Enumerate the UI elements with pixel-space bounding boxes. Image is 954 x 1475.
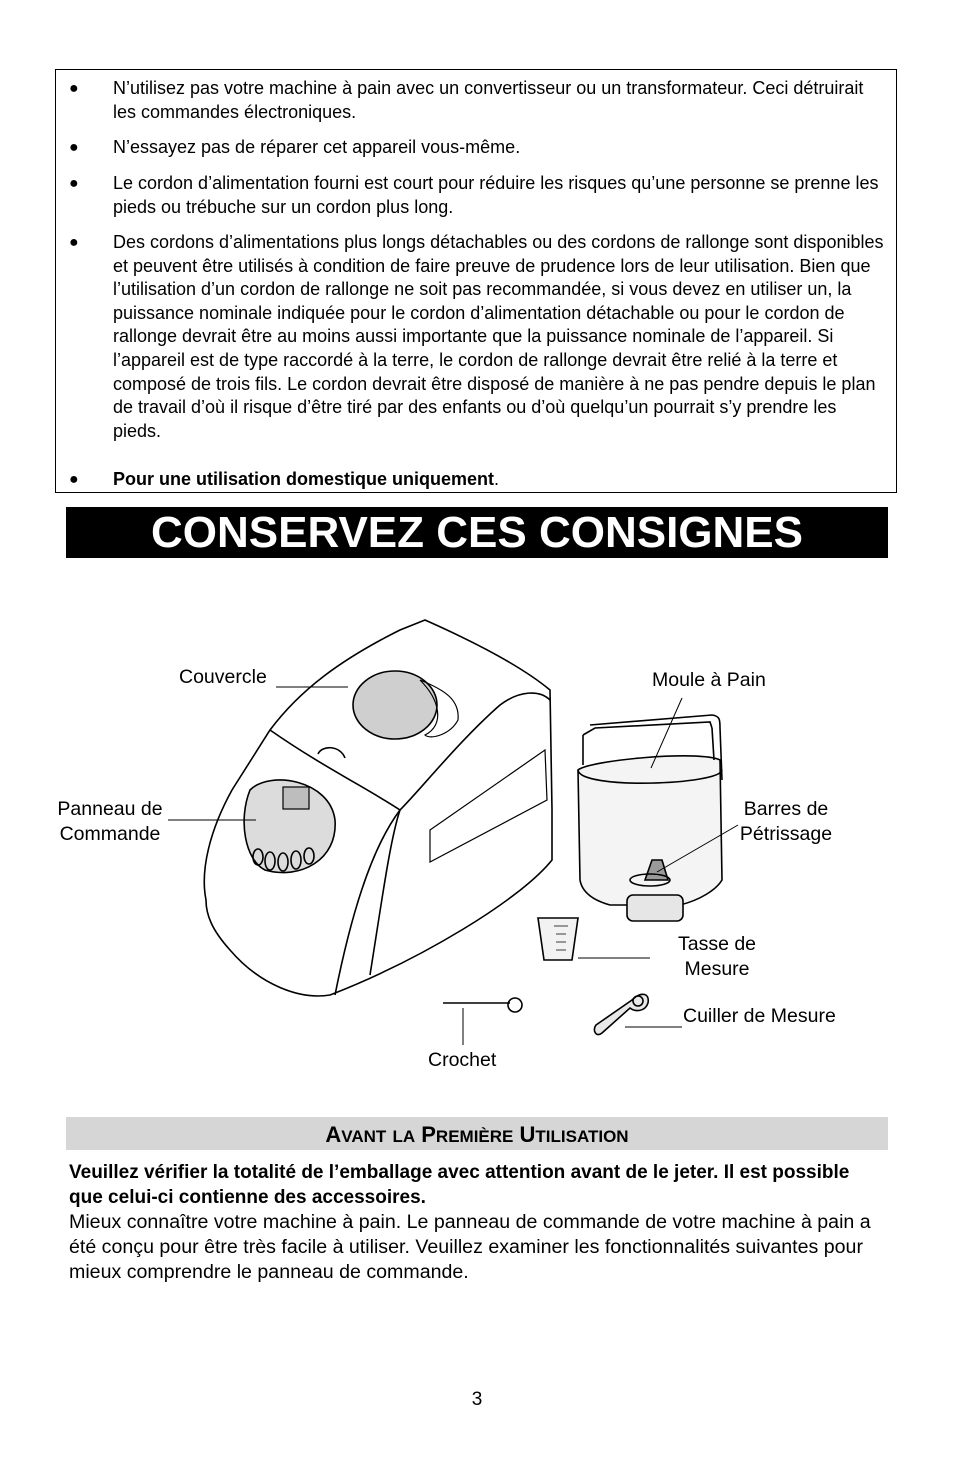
bullet-icon: ● <box>69 471 79 488</box>
title-smallcaps: LA <box>392 1127 416 1146</box>
title-cap: U <box>519 1122 536 1147</box>
title-smallcaps: REMIÈRE <box>435 1127 514 1146</box>
warning-text: N’essayez pas de réparer cet appareil vous-même. <box>113 137 521 157</box>
save-instructions-banner: CONSERVEZ CES CONSIGNES <box>66 507 888 558</box>
title-cap: A <box>325 1122 342 1147</box>
measuring-spoon-illustration <box>594 994 648 1034</box>
bread-pan-illustration <box>578 715 722 921</box>
intro-paragraph: Mieux connaître votre machine à pain. Le panneau de commande de votre machine à pain a été conçu pour être très facile à utiliser. Veuillez examiner les fonctionnalités suivantes pour mieux comprendre le panneau de commande. <box>69 1211 871 1283</box>
hook-illustration <box>443 998 522 1012</box>
label-line: Commande <box>59 823 161 845</box>
title-smallcaps: TILISATION <box>535 1127 629 1146</box>
bullet-icon: ● <box>69 139 79 156</box>
bullet-icon: ● <box>69 80 79 97</box>
bullet-icon: ● <box>69 175 79 192</box>
intro-bold-paragraph: Veuillez vérifier la totalité de l’emballage avec attention avant de le jeter. Il est possible que celui-ci contienne des accessoires. <box>69 1162 850 1208</box>
label-bread-pan: Moule à Pain <box>652 669 766 691</box>
warning-tail: . <box>494 469 500 489</box>
label-measuring-cup <box>662 932 772 982</box>
label-line: Pétrissage <box>739 823 833 845</box>
label-line: Mesure <box>684 958 750 980</box>
label-measuring-spoon: Cuiller de Mesure <box>683 1005 836 1027</box>
warning-text: N’utilisez pas votre machine à pain avec un convertisseur ou un transformateur. Ceci détruirait les commandes électroniques. <box>113 78 864 122</box>
title-cap: P <box>421 1122 436 1147</box>
label-lid: Couvercle <box>179 666 267 688</box>
label-line: Tasse de <box>677 933 757 955</box>
label-hook: Crochet <box>428 1049 497 1071</box>
label-kneading-bars <box>726 797 846 847</box>
title-word <box>421 1122 513 1147</box>
warning-text: Des cordons d’alimentations plus longs détachables ou des cordons de rallonge sont disponibles et peuvent être utilisés à condition de faire preuve de prudence lors de leur utilisation. Bien que l’utilisation d’un cordon de rallonge ne soit pas recommandée, si vous devez en utiliser un, la puissance nominale indiquée pour le cordon d’alimentation détachable ou pour le cordon de rallonge devrait être au moins aussi importante que la puissance nominale de l’appareil. Si l’appareil est de type raccordé à la terre, le cordon de rallonge devrait être relié à la terre et composé de trois fils. Le cordon devrait être disposé de manière à ne pas pendre depuis le plan de travail d’où il risque d’être tiré par des enfants ou d’où quelqu’un pourrait s’y prendre les pieds. <box>113 232 884 441</box>
page-number: 3 <box>471 1389 483 1410</box>
title-word <box>520 1122 629 1147</box>
label-line: Barres de <box>743 798 829 820</box>
label-control-panel <box>42 797 178 847</box>
title-word <box>325 1122 386 1147</box>
measuring-cup-illustration <box>538 918 578 960</box>
bullet-icon: ● <box>69 234 79 251</box>
label-line: Panneau de <box>57 798 163 820</box>
warning-bold: Pour une utilisation domestique uniquement <box>113 469 495 489</box>
title-smallcaps: VANT <box>341 1127 387 1146</box>
warning-text: Le cordon d’alimentation fourni est court pour réduire les risques qu’une personne se prenne les pieds ou trébuche sur un cordon plus long. <box>113 173 879 217</box>
section-title <box>66 1117 888 1150</box>
